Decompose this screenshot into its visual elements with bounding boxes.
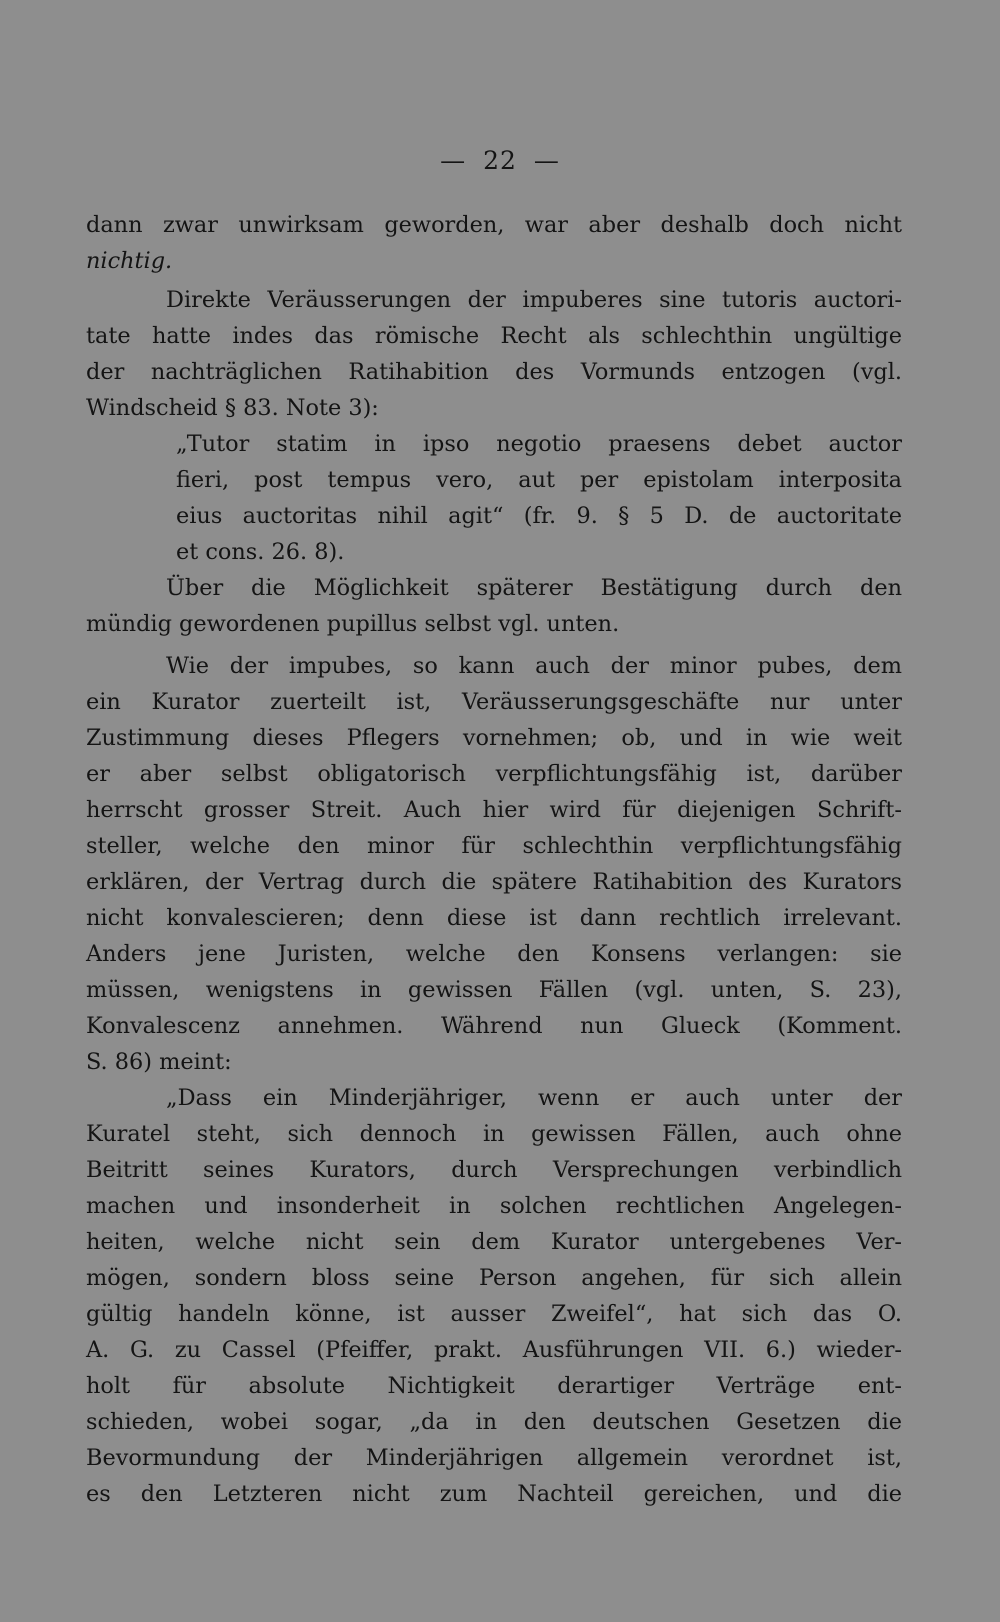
text-line: Über die Möglichkeit späterer Bestätigung durch den <box>166 575 902 601</box>
quote-line: mögen, sondern bloss seine Person angehen, für sich allein <box>86 1265 902 1291</box>
quote-line: machen und insonderheit in solchen rechtlichen Angelegen- <box>86 1193 902 1219</box>
quote-line: fieri, post tempus vero, aut per epistolam interposita <box>176 467 902 493</box>
quote-line: heiten, welche nicht sein dem Kurator untergebenes Ver- <box>86 1229 902 1255</box>
text-line: Zustimmung dieses Pflegers vornehmen; ob, und in wie weit <box>86 725 902 751</box>
text-line: Bevormundung der Minderjährigen allgemein verordnet ist, <box>86 1445 902 1471</box>
text-line: S. 86) meint: <box>86 1049 232 1075</box>
text-line: tate hatte indes das römische Recht als schlechthin ungültige <box>86 323 902 349</box>
text-line: Wie der impubes, so kann auch der minor pubes, dem <box>166 653 902 679</box>
quote-line: „Dass ein Minderjähriger, wenn er auch unter der <box>166 1085 902 1111</box>
text-line: nichtig. <box>86 248 173 274</box>
quote-line: eius auctoritas nihil agit“ (fr. 9. § 5 D. de auctoritate <box>176 503 902 529</box>
text-line: nicht konvalescieren; denn diese ist dann rechtlich irrelevant. <box>86 905 902 931</box>
text-line: müssen, wenigstens in gewissen Fällen (vgl. unten, S. 23), <box>86 977 902 1003</box>
text-line: A. G. zu Cassel (Pfeiffer, prakt. Ausführungen VII. 6.) wieder- <box>86 1337 902 1363</box>
text-line: steller, welche den minor für schlechthin verpflichtungsfähig <box>86 833 902 859</box>
text-line: gültig handeln könne, ist ausser Zweifel“, hat sich das O. <box>86 1301 902 1327</box>
text-line: Anders jene Juristen, welche den Konsens verlangen: sie <box>86 941 902 967</box>
text-line: Konvalescenz annehmen. Während nun Glueck (Komment. <box>86 1013 902 1039</box>
quote-line: „Tutor statim in ipso negotio praesens debet auctor <box>176 431 902 457</box>
text-line: mündig gewordenen pupillus selbst vgl. unten. <box>86 611 620 637</box>
text-line: Direkte Veräusserungen der impuberes sine tutoris auctori- <box>166 287 902 313</box>
text-line: herrscht grosser Streit. Auch hier wird für diejenigen Schrift- <box>86 797 902 823</box>
text-line: schieden, wobei sogar, „da in den deutschen Gesetzen die <box>86 1409 902 1435</box>
text-line: er aber selbst obligatorisch verpflichtungsfähig ist, darüber <box>86 761 902 787</box>
text-line: Windscheid § 83. Note 3): <box>86 395 379 421</box>
quote-line: Kuratel steht, sich dennoch in gewissen Fällen, auch ohne <box>86 1121 902 1147</box>
text-line: ein Kurator zuerteilt ist, Veräusserungsgeschäfte nur unter <box>86 689 902 715</box>
text-line: es den Letzteren nicht zum Nachteil gereichen, und die <box>86 1481 902 1507</box>
quote-line: et cons. 26. 8). <box>176 539 345 565</box>
text-line: dann zwar unwirksam geworden, war aber deshalb doch nicht <box>86 212 902 238</box>
text-line: holt für absolute Nichtigkeit derartiger Verträge ent- <box>86 1373 902 1399</box>
text-line: erklären, der Vertrag durch die spätere Ratihabition des Kurators <box>86 869 902 895</box>
text-line: der nachträglichen Ratihabition des Vormunds entzogen (vgl. <box>86 359 902 385</box>
quote-line: Beitritt seines Kurators, durch Versprechungen verbindlich <box>86 1157 902 1183</box>
page-number: — 22 — <box>440 146 560 175</box>
